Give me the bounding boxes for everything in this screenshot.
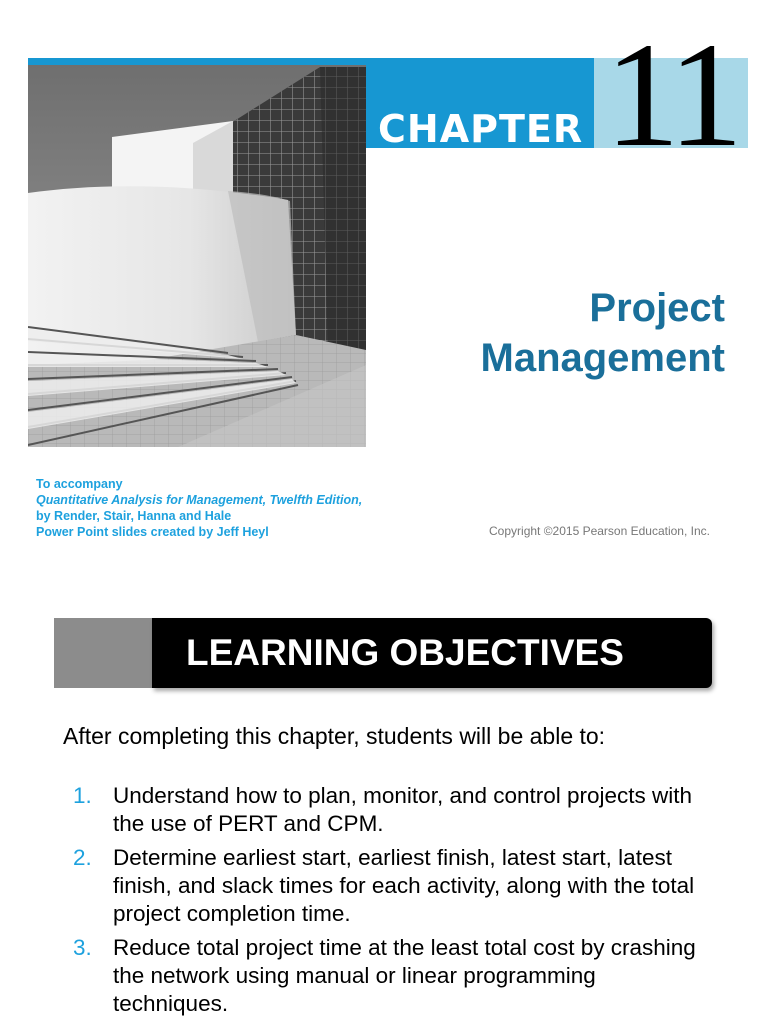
objective-item (64, 782, 714, 838)
chapter-title (400, 283, 725, 383)
objective-text: Understand how to plan, monitor, and control projects with the use of PERT and CPM. (113, 783, 693, 836)
header-accent (54, 618, 164, 688)
objectives-list (64, 782, 714, 1024)
building-photo (28, 65, 366, 447)
objective-item (64, 934, 714, 1018)
title-line-1: Project (589, 286, 725, 330)
copyright-notice: Copyright ©2015 Pearson Education, Inc. (489, 524, 710, 538)
objective-number: 3. (73, 935, 92, 960)
credit-line-book: Quantitative Analysis for Management, Twelfth Edition, (36, 493, 363, 507)
credit-line-authors: by Render, Stair, Hanna and Hale (36, 509, 232, 523)
objective-number: 1. (73, 783, 92, 808)
chapter-label: CHAPTER (378, 107, 584, 151)
credits-block (36, 476, 476, 540)
title-line-2: Management (480, 336, 725, 380)
objective-number: 2. (73, 845, 92, 870)
slide-learning-objectives (0, 590, 768, 1024)
section-heading: LEARNING OBJECTIVES (186, 632, 624, 673)
intro-text: After completing this chapter, students will be able to: (63, 723, 606, 749)
objective-item (64, 844, 714, 928)
credit-line-slides: Power Point slides created by Jeff Heyl (36, 525, 269, 539)
chapter-number: 11 (604, 12, 738, 178)
objective-text: Reduce total project time at the least total cost by crashing the network using manual or linear programming techniques. (113, 935, 696, 1016)
credit-line-1: To accompany (36, 477, 123, 491)
objective-text: Determine earliest start, earliest finish, latest start, latest finish, and slack times for each activity, along with the total project completion time. (113, 845, 695, 926)
